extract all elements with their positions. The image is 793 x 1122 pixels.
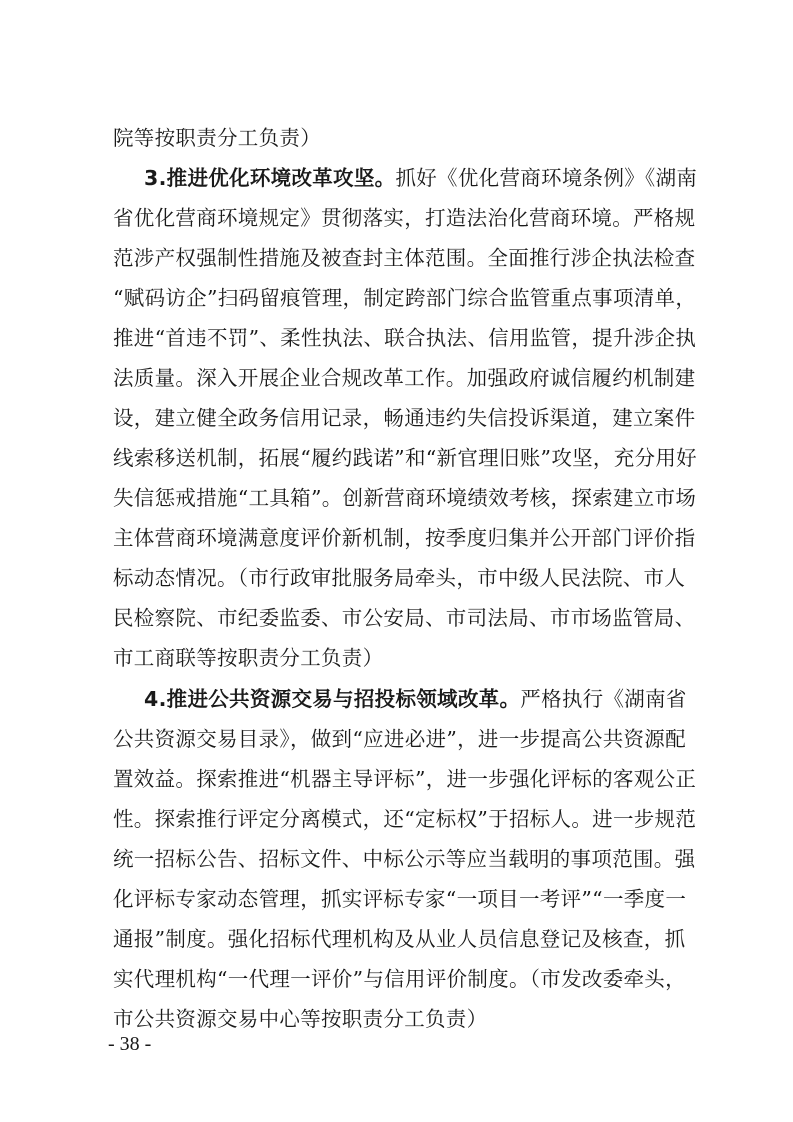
line-text: 化评标专家动态管理，抓实评标专家“一项目一考评”“一季度一: [113, 887, 687, 911]
text-line: [113, 805, 696, 833]
line-text: 市工商联等按职责分工负责）: [113, 646, 384, 670]
line-text: 范涉产权强制性措施及被查封主体范围。全面推行涉企执法检查: [113, 246, 696, 270]
section-heading: 3.推进优化环境改革攻坚。: [144, 166, 396, 190]
line-text: 性。探索推行评定分离模式，还“定标权”于招标人。进一步规范: [113, 807, 697, 831]
text-line: [113, 925, 685, 953]
text-line: [113, 965, 686, 993]
line-text: 公共资源交易目录》，做到“应进必进”，进一步提高公共资源配: [113, 727, 686, 751]
section-heading: 4.推进公共资源交易与招投标领域改革。: [144, 687, 521, 711]
text-line: [113, 444, 697, 472]
line-text: 统一招标公告、招标文件、中标公示等应当载明的事项范围。强: [113, 847, 696, 871]
line-text: 民检察院、市纪委监委、市公安局、市司法局、市市场监管局、: [113, 606, 696, 630]
line-text: 省优化营商环境规定》贯彻落实，打造法治化营商环境。严格规: [113, 206, 696, 230]
line-text: 主体营商环境满意度评价新机制，按季度归集并公开部门评价指: [113, 526, 696, 550]
line-text: 失信惩戒措施“工具箱”。创新营商环境绩效考核，探索建立市场: [113, 486, 697, 510]
line-text: 严格执行《湖南省: [520, 687, 687, 711]
text-line: [113, 404, 695, 432]
line-text: 标动态情况。（市行政审批服务局牵头，市中级人民法院、市人: [113, 566, 686, 590]
line-text: 法质量。深入开展企业合规改革工作。加强政府诚信履约机制建: [113, 366, 696, 390]
text-line: [113, 604, 695, 632]
line-text: 推进“首违不罚”、柔性执法、联合执法、信用监管，提升涉企执: [113, 326, 697, 350]
text-line: [113, 765, 696, 793]
line-text: 通报”制度。强化招标代理机构及从业人员信息登记及核查，抓: [113, 927, 686, 951]
line-text: 实代理机构“一代理一评价”与信用评价制度。（市发改委牵头，: [113, 967, 686, 991]
page-number: - 38 -: [108, 1033, 152, 1055]
text-line: [113, 845, 695, 873]
text-line: [113, 244, 695, 272]
text-line: [113, 644, 383, 672]
text-line: [113, 284, 696, 312]
text-line: [144, 685, 687, 713]
text-line: [113, 204, 695, 232]
text-line: [113, 484, 696, 512]
text-line: [144, 164, 697, 192]
line-text: 置效益。探索推进“机器主导评标”，进一步强化评标的客观公正: [113, 767, 697, 791]
text-line: [113, 124, 321, 152]
text-line: [113, 524, 695, 552]
text-line: [113, 725, 686, 753]
text-line: [113, 1005, 487, 1033]
text-line: [113, 324, 696, 352]
line-text: 抓好《优化营商环境条例》《湖南: [395, 166, 698, 190]
line-text: 线索移送机制，拓展“履约践诺”和“新官理旧账”攻坚，充分用好: [113, 446, 697, 470]
text-line: [113, 364, 695, 392]
text-line: [113, 885, 686, 913]
line-text: 设，建立健全政务信用记录，畅通违约失信投诉渠道，建立案件: [113, 406, 696, 430]
line-text: “赋码访企”扫码留痕管理，制定跨部门综合监管重点事项清单，: [113, 286, 697, 310]
text-line: [113, 564, 685, 592]
line-text: 院等按职责分工负责）: [113, 126, 321, 150]
line-text: 市公共资源交易中心等按职责分工负责）: [113, 1007, 488, 1031]
